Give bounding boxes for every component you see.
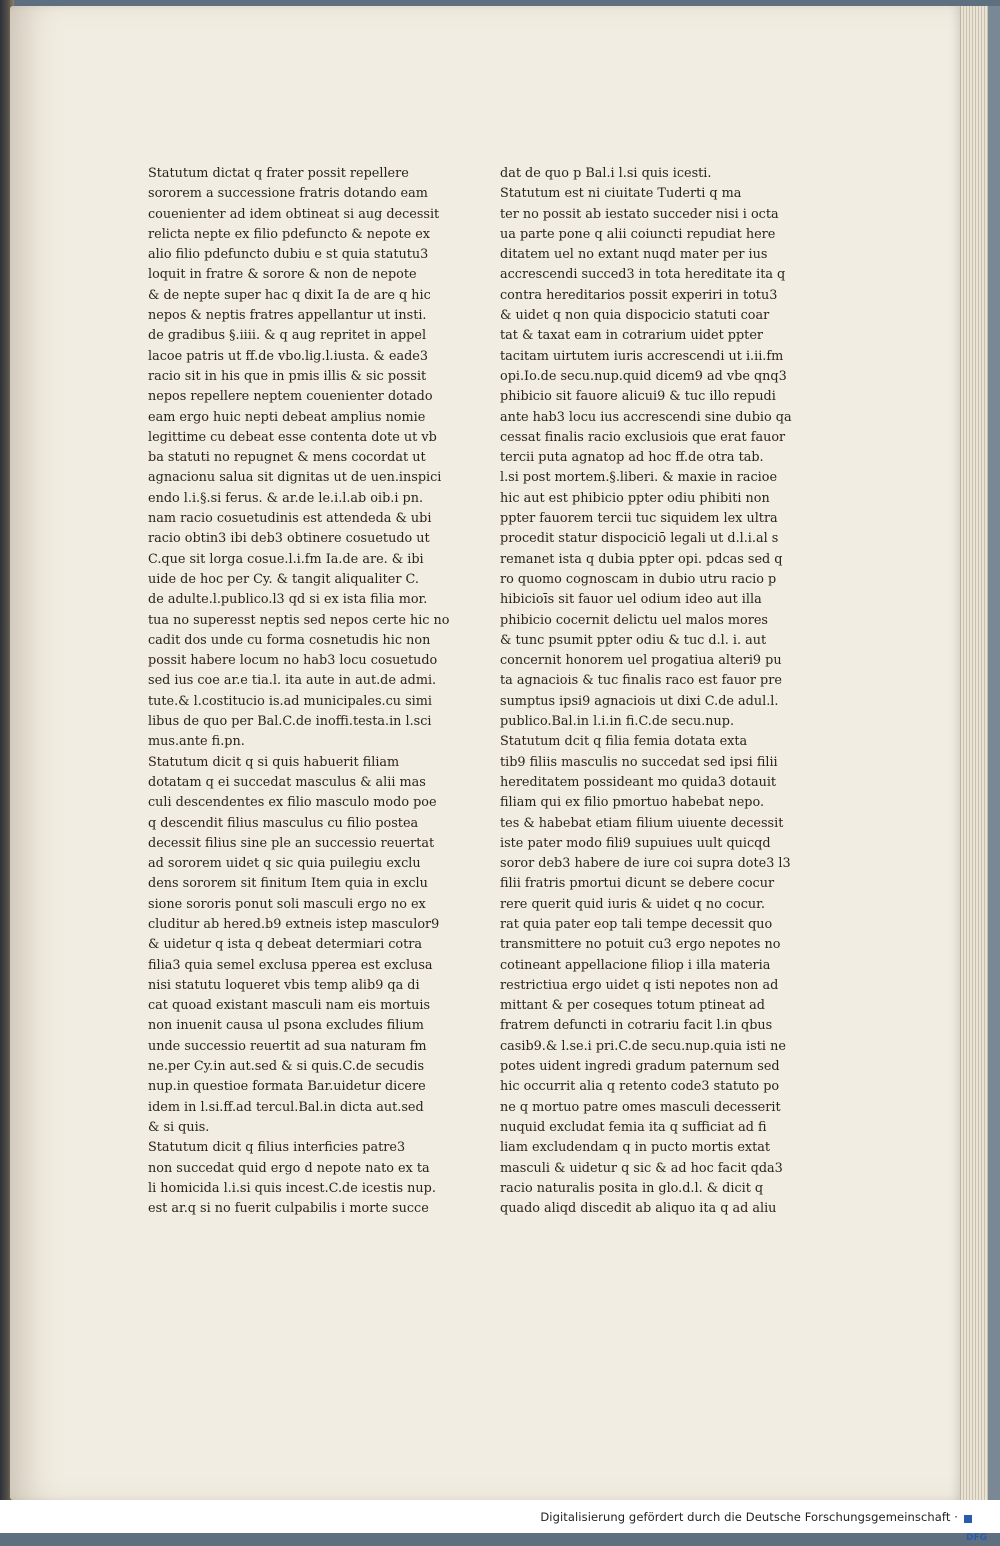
- text-line: ppter fauorem tercii tuc siquidem lex ultra: [500, 511, 778, 527]
- text-line: sumptus ipsi9 agnaciois ut dixi C.de adul.l.: [500, 693, 779, 709]
- text-line: libus de quo per Bal.C.de inoffi.testa.in l.sci: [148, 714, 432, 730]
- text-line: sororem a successione fratris dotando eam: [148, 186, 428, 202]
- text-line: l.si post mortem.§.liberi. & maxie in racioe: [500, 470, 778, 486]
- text-line: nuquid excludat femia ita q sufficiat ad fi: [500, 1119, 767, 1135]
- text-line: racio naturalis posita in glo.d.l. & dicit q: [500, 1180, 764, 1196]
- text-line: de adulte.l.publico.l3 qd si ex ista filia mor.: [148, 592, 428, 608]
- text-line: C.que sit lorga cosue.l.i.fm Ia.de are. & ibi: [148, 551, 424, 567]
- text-line: li homicida l.i.si quis incest.C.de icestis nup.: [148, 1180, 436, 1196]
- text-line: hic occurrit alia q retento code3 statuto po: [500, 1079, 780, 1095]
- text-line: procedit statur dispociciō legali ut d.l.i.al s: [500, 531, 779, 547]
- text-line: non inuenit causa ul psona excludes filium: [148, 1018, 424, 1034]
- text-line: lacoe patris ut ff.de vbo.lig.l.iusta. & eade3: [148, 348, 428, 364]
- text-line: ro quomo cognoscam in dubio utru racio p: [500, 571, 777, 587]
- text-line: ne.per Cy.in aut.sed & si quis.C.de secudis: [148, 1059, 425, 1075]
- text-line: decessit filius sine ple an successio reuertat: [148, 835, 435, 851]
- text-line: est ar.q si no fuerit culpabilis i morte succe: [148, 1201, 429, 1217]
- text-line: filii fratris pmortui dicunt se debere cocur: [500, 876, 775, 892]
- text-line: tua no superesst neptis sed nepos certe hic no: [148, 612, 450, 628]
- text-line: masculi & uidetur q sic & ad hoc facit qda3: [500, 1160, 783, 1176]
- text-line: loquit in fratre & sorore & non de nepote: [148, 267, 417, 283]
- text-line: hereditatem possideant mo quida3 dotauit: [500, 774, 777, 790]
- dfg-logo-label: DFG: [966, 1532, 988, 1543]
- text-line: cessat finalis racio exclusiois que erat fauor: [500, 429, 786, 445]
- text-line: tes & habebat etiam filium uiuente decessit: [500, 815, 784, 831]
- text-line: nup.in questioe formata Bar.uidetur dicere: [148, 1079, 426, 1095]
- text-line: & tunc psumit ppter odiu & tuc d.l. i. aut: [500, 632, 767, 648]
- dfg-logo: [964, 1508, 994, 1543]
- text-line: tat & taxat eam in cotrarium uidet ppter: [500, 328, 764, 344]
- text-line: tib9 filiis masculis no succedat sed ipsi filii: [500, 754, 778, 770]
- text-line: ne q mortuo patre omes masculi decesserit: [500, 1099, 781, 1115]
- text-line: Statutum dcit q filia femia dotata exta: [500, 734, 748, 750]
- text-line: nepos repellere neptem couenienter dotado: [148, 389, 433, 405]
- dfg-logo-mark-icon: [964, 1515, 972, 1523]
- text-line: opi.Io.de secu.nup.quid dicem9 ad vbe qnq3: [500, 368, 787, 384]
- text-line: relicta nepte ex filio pdefuncto & nepote ex: [148, 226, 431, 242]
- text-line: Statutum est ni ciuitate Tuderti q ma: [500, 186, 742, 202]
- text-line: culi descendentes ex filio masculo modo poe: [148, 795, 437, 811]
- left-text-column: [148, 164, 450, 1219]
- text-line: agnacionu salua sit dignitas ut de uen.inspici: [148, 470, 442, 486]
- text-line: filiam qui ex filio pmortuo habebat nepo.: [500, 795, 765, 811]
- footer-credit: Digitalisierung gefördert durch die Deutsche Forschungsgemeinschaft ·: [540, 1510, 958, 1524]
- text-line: & de nepte super hac q dixit Ia de are q hic: [148, 287, 431, 303]
- text-line: nisi statutu loqueret vbis temp alib9 qa di: [148, 977, 420, 993]
- text-line: casib9.& l.se.i pri.C.de secu.nup.quia isti ne: [500, 1038, 786, 1054]
- text-line: concernit honorem uel progatiua alteri9 pu: [500, 653, 782, 669]
- text-line: & uidetur q ista q debeat determiari cotra: [148, 937, 423, 953]
- text-line: sed ius coe ar.e tia.l. ita aute in aut.de admi.: [148, 673, 437, 689]
- right-text-column: [500, 164, 792, 1219]
- text-line: cluditur ab hered.b9 extneis istep masculor9: [148, 916, 440, 932]
- text-line: Statutum dicit q filius interficies patre3: [148, 1140, 406, 1156]
- text-line: hibicioīs sit fauor uel odium ideo aut illa: [500, 592, 762, 608]
- text-line: nepos & neptis fratres appellantur ut insti.: [148, 308, 427, 324]
- text-line: eam ergo huic nepti debeat amplius nomie: [148, 409, 426, 425]
- text-line: cotineant appellacione filiop i illa materia: [500, 957, 771, 973]
- text-line: racio obtin3 ibi deb3 obtinere cosuetudo ut: [148, 531, 430, 547]
- text-line: racio sit in his que in pmis illis & sic possit: [148, 368, 427, 384]
- text-line: sione sororis ponut soli masculi ergo no ex: [148, 896, 426, 912]
- text-line: soror deb3 habere de iure coi supra dote3 l3: [500, 856, 791, 872]
- text-line: hic aut est phibicio ppter odiu phibiti non: [500, 490, 770, 506]
- text-line: rat quia pater eop tali tempe decessit quo: [500, 916, 773, 932]
- text-line: & uidet q non quia dispocicio statuti coar: [500, 308, 770, 324]
- text-line: Statutum dicit q si quis habuerit filiam: [148, 754, 400, 770]
- text-line: phibicio sit fauore alicui9 & tuc illo repudi: [500, 389, 776, 405]
- text-line: couenienter ad idem obtineat si aug decessit: [148, 206, 440, 222]
- text-line: contra hereditarios possit experiri in totu3: [500, 287, 778, 303]
- text-line: nam racio cosuetudinis est attendeda & ubi: [148, 511, 432, 527]
- text-line: unde successio reuertit ad sua naturam fm: [148, 1038, 427, 1054]
- text-line: de gradibus §.iiii. & q aug repritet in appel: [148, 328, 427, 344]
- page-edges: [960, 6, 989, 1500]
- text-line: mus.ante fi.pn.: [148, 734, 245, 750]
- text-line: rere querit quid iuris & uidet q no cocur.: [500, 896, 765, 912]
- text-line: quado aliqd discedit ab aliquo ita q ad aliu: [500, 1201, 777, 1217]
- text-line: restrictiua ergo uidet q isti nepotes non ad: [500, 977, 779, 993]
- text-line: iste pater modo fili9 supuiues uult quicqd: [500, 835, 771, 851]
- text-line: fratrem defuncti in cotrariu facit l.in qbus: [500, 1018, 773, 1034]
- text-line: tercii puta agnatop ad hoc ff.de otra tab.: [500, 450, 764, 466]
- text-line: & si quis.: [148, 1119, 210, 1135]
- text-line: ad sororem uidet q sic quia puilegiu exclu: [148, 856, 421, 872]
- text-line: endo l.i.§.si ferus. & ar.de le.i.l.ab oib.i pn.: [148, 490, 424, 506]
- text-line: mittant & per coseques totum ptineat ad: [500, 998, 765, 1014]
- text-line: q descendit filius masculus cu filio postea: [148, 815, 419, 831]
- text-line: ua parte pone q alii coiuncti repudiat here: [500, 226, 776, 242]
- text-line: cadit dos unde cu forma cosnetudis hic non: [148, 632, 431, 648]
- page-edges-shadow: [988, 6, 1000, 1500]
- text-line: uide de hoc per Cy. & tangit aliqualiter C.: [148, 571, 419, 587]
- text-line: ba statuti no repugnet & mens cocordat ut: [148, 450, 426, 466]
- text-line: potes uident ingredi gradum paternum sed: [500, 1059, 780, 1075]
- text-line: liam excludendam q in pucto mortis extat: [500, 1140, 771, 1156]
- text-line: idem in l.si.ff.ad tercul.Bal.in dicta aut.sed: [148, 1099, 424, 1115]
- text-line: dat de quo p Bal.i l.si quis icesti.: [500, 166, 712, 181]
- text-line: phibicio cocernit delictu uel malos mores: [500, 612, 768, 628]
- text-line: tute.& l.costitucio is.ad municipales.cu simi: [148, 693, 432, 709]
- text-line: remanet ista q dubia ppter opi. pdcas sed q: [500, 551, 783, 567]
- text-line: ta agnaciois & tuc finalis raco est fauor pre: [500, 673, 782, 689]
- text-line: filia3 quia semel exclusa pperea est exclusa: [148, 957, 433, 973]
- text-line: tacitam uirtutem iuris accrescendi ut i.ii.fm: [500, 348, 784, 364]
- text-line: cat quoad existant masculi nam eis mortuis: [148, 998, 431, 1014]
- text-line: dens sororem sit finitum Item quia in exclu: [148, 876, 428, 892]
- text-line: ante hab3 locu ius accrescendi sine dubio qa: [500, 409, 792, 425]
- text-line: ditatem uel no extant nuqd mater per ius: [500, 247, 768, 263]
- text-line: non succedat quid ergo d nepote nato ex ta: [148, 1160, 430, 1176]
- text-line: ter no possit ab iestato succeder nisi i octa: [500, 206, 779, 222]
- text-line: transmittere no potuit cu3 ergo nepotes no: [500, 937, 781, 953]
- text-line: accrescendi succed3 in tota hereditate ita q: [500, 267, 786, 283]
- text-line: dotatam q ei succedat masculus & alii mas: [148, 774, 426, 790]
- text-line: Statutum dictat q frater possit repellere: [148, 166, 409, 181]
- text-line: possit habere locum no hab3 locu cosuetudo: [148, 653, 438, 669]
- text-line: legittime cu debeat esse contenta dote ut vb: [148, 429, 437, 445]
- text-line: alio filio pdefuncto dubiu e st quia statutu3: [148, 247, 429, 263]
- text-line: publico.Bal.in l.i.in fi.C.de secu.nup.: [500, 714, 735, 730]
- footer-bar: [0, 1500, 1000, 1543]
